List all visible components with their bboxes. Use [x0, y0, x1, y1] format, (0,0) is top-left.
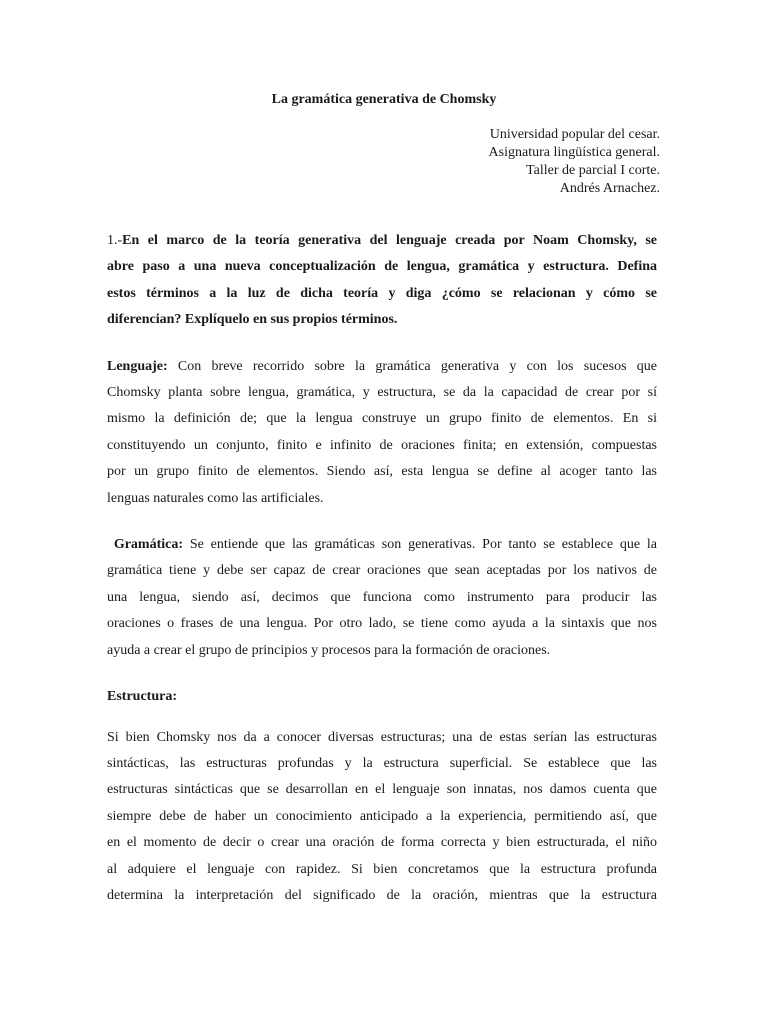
question-text: En el marco de la teoría generativa del lenguaje creada por Noam Chomsky, se [122, 233, 657, 248]
paragraph-line: constituyendo un conjunto, finito e infinito de oraciones finita; en extensión, compuestas [107, 437, 657, 453]
lenguaje-paragraph [107, 354, 657, 512]
paragraph-line: por un grupo finito de elementos. Siendo así, esta lengua se define al acoger tanto las [107, 464, 657, 480]
paragraph-line: gramática tiene y debe ser capaz de crear oraciones que sean aceptadas por los nativos de [107, 563, 657, 579]
course-line: Asignatura lingüística general. [488, 145, 660, 160]
estructura-heading: Estructura: [107, 689, 177, 705]
paragraph-line: lenguas naturales como las artificiales. [107, 490, 324, 506]
document-title: La gramática generativa de Chomsky [271, 92, 497, 107]
gramatica-heading: Gramática: [113, 537, 184, 553]
question-line [107, 228, 657, 254]
paragraph-line: Gramática: Se entiende que las gramáticas son generativas. Por tanto se establece que la [113, 537, 658, 553]
gramatica-paragraph [107, 532, 657, 664]
paragraph-line: sintácticas, las estructuras profundas y la estructura superficial. Se establece que las [107, 755, 657, 771]
question-line: estos términos a la luz de dicha teoría y diga ¿cómo se relacionan y cómo se [107, 285, 657, 301]
paragraph-line: oraciones o frases de una lengua. Por otro lado, se tiene como ayuda a la sintaxis que nos [107, 616, 657, 632]
estructura-paragraph [107, 725, 657, 910]
author-line: Andrés Arnachez. [559, 181, 660, 196]
university-line: Universidad popular del cesar. [489, 127, 660, 142]
document-body [107, 228, 657, 909]
estructura-heading-block [107, 684, 657, 710]
question-number: 1.- [107, 233, 123, 248]
paragraph-line: Chomsky planta sobre lengua, gramática, y estructura, se da la capacidad de crear por sí [107, 385, 657, 401]
paragraph-line: una lengua, siendo así, decimos que funciona como instrumento para producir las [107, 589, 657, 605]
paragraph-line: Si bien Chomsky nos da a conocer diversas estructuras; una de estas serían las estructuras [107, 729, 657, 745]
question-line: abre paso a una nueva conceptualización de lengua, gramática y estructura. Defina [107, 259, 657, 275]
question-paragraph [107, 228, 657, 334]
paragraph-line: siempre debe de haber un conocimiento anticipado a la experiencia, permitiendo así, que [107, 808, 657, 824]
paragraph-line: mismo la definición de; que la lengua construye un grupo finito de elementos. En si [107, 411, 657, 427]
paragraph-line: determina la interpretación del significado de la oración, mientras que la estructura [107, 887, 657, 903]
paragraph-line: en el momento de decir o crear una oración de forma correcta y bien estructurada, el niño [107, 835, 657, 851]
paragraph-line: estructuras sintácticas que se desarrollan en el lenguaje son innatas, nos damos cuenta que [107, 782, 657, 798]
paragraph-line: al adquiere el lenguaje con rapidez. Si bien concretamos que la estructura profunda [107, 861, 657, 877]
paragraph-line: ayuda a crear el grupo de principios y procesos para la formación de oraciones. [107, 642, 551, 658]
lenguaje-heading: Lenguaje: [107, 358, 168, 374]
question-line: diferencian? Explíquelo en sus propios términos. [107, 312, 398, 328]
author-block [489, 126, 660, 198]
paragraph-line: Lenguaje: Con breve recorrido sobre la gramática generativa y con los sucesos que [107, 358, 657, 374]
assignment-line: Taller de parcial I corte. [526, 163, 660, 178]
